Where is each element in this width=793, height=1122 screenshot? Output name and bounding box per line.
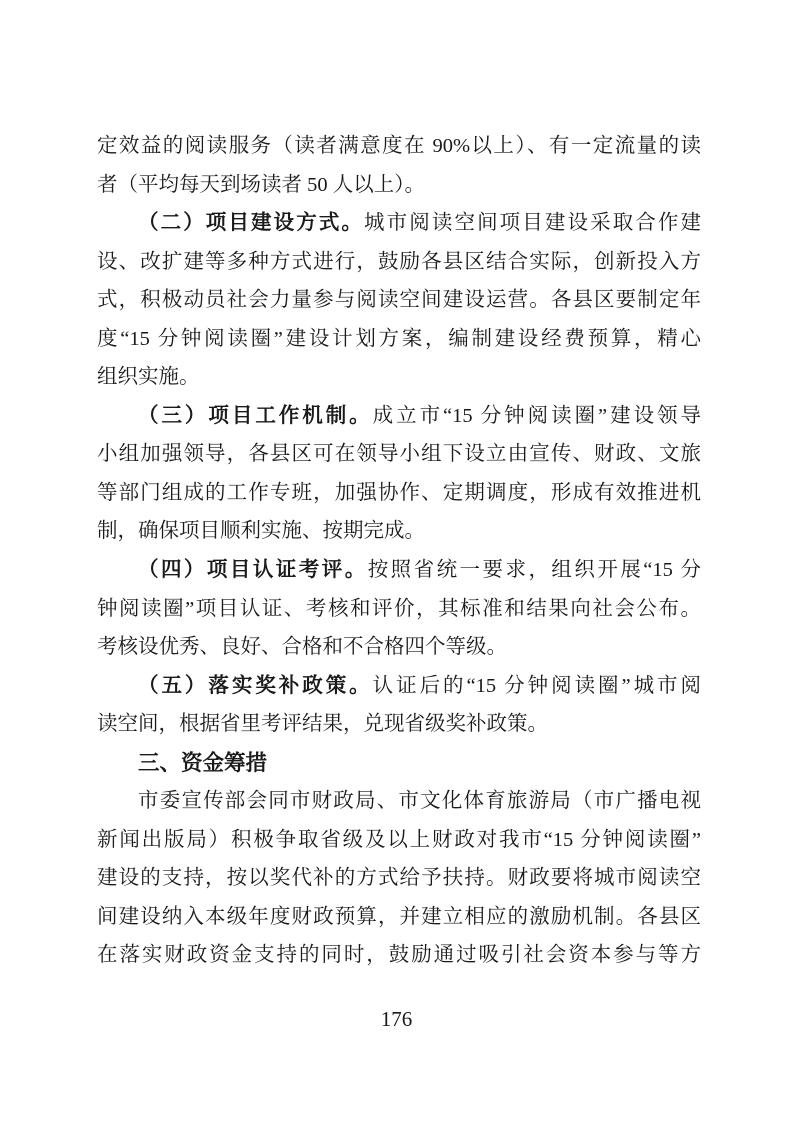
text-line	[97, 358, 701, 397]
text-line	[97, 166, 701, 205]
text-segment: 定效益的阅读服务（读者满意度在 90%以上）、有一定流量的读	[97, 135, 701, 157]
text-segment: 市委宣传部会同市财政局、市文化体育旅游局（市广播电视	[138, 790, 701, 813]
text-segment: （四）项目认证考评。	[138, 559, 368, 582]
text-line	[97, 782, 701, 821]
page-footer	[0, 1004, 793, 1034]
text-segment: 认证后的“15 分钟阅读圈”城市阅	[372, 674, 701, 697]
text-segment: 建设的支持，按以奖代补的方式给予扶持。财政要将城市阅读空	[97, 867, 701, 890]
text-segment: 等部门组成的工作专班，加强协作、定期调度，形成有效推进机	[97, 481, 701, 504]
text-segment: 考核设优秀、良好、合格和不合格四个等级。	[97, 636, 507, 659]
text-line	[97, 705, 701, 744]
text-segment: 设、改扩建等多种方式进行，鼓励各县区结合实际，创新投入方	[97, 250, 701, 273]
text-line	[97, 744, 701, 783]
text-segment: （五）落实奖补政策。	[138, 674, 373, 697]
text-segment: 在落实财政资金支持的同时，鼓励通过吸引社会资本参与等方	[97, 944, 701, 967]
text-line	[97, 590, 701, 629]
text-line	[97, 320, 701, 359]
text-segment: 组织实施。	[97, 366, 200, 389]
text-line	[97, 936, 701, 975]
text-segment: 小组加强领导，各县区可在领导小组下设立由宣传、财政、文旅	[97, 443, 701, 466]
text-line	[97, 127, 701, 166]
text-segment: 读空间，根据省里考评结果，兑现省级奖补政策。	[97, 713, 548, 736]
text-line	[97, 551, 701, 590]
text-segment: 间建设纳入本级年度财政预算，并建立相应的激励机制。各县区	[97, 905, 701, 928]
text-segment: （二）项目建设方式。	[138, 212, 365, 235]
text-line	[97, 474, 701, 513]
text-line	[97, 512, 701, 551]
text-segment: 按照省统一要求，组织开展“15 分	[367, 559, 701, 582]
text-line	[97, 204, 701, 243]
text-line	[97, 435, 701, 474]
text-segment: 城市阅读空间项目建设采取合作建	[364, 212, 702, 235]
text-block	[97, 127, 701, 975]
text-line	[97, 859, 701, 898]
text-segment: 三、资金筹措	[138, 750, 268, 775]
text-line	[97, 898, 701, 937]
text-segment: 成立市“15 分钟阅读圈”建设领导	[372, 404, 701, 427]
text-segment: 度“15 分钟阅读圈”建设计划方案，编制建设经费预算，精心	[97, 327, 701, 350]
text-segment: 者（平均每天到场读者 50 人以上）。	[97, 173, 425, 196]
text-segment: 制，确保项目顺利实施、按期完成。	[97, 520, 425, 543]
text-line	[97, 281, 701, 320]
text-line	[97, 243, 701, 282]
text-line	[97, 628, 701, 667]
text-line	[97, 821, 701, 860]
text-line	[97, 397, 701, 436]
text-segment: （三）项目工作机制。	[138, 404, 373, 427]
text-segment: 钟阅读圈”项目认证、考核和评价，其标准和结果向社会公布。	[97, 597, 701, 620]
page-number: 176	[380, 1007, 413, 1031]
text-segment: 新闻出版局）积极争取省级及以上财政对我市“15 分钟阅读圈”	[97, 828, 701, 851]
text-line	[97, 667, 701, 706]
text-segment: 式，积极动员社会力量参与阅读空间建设运营。各县区要制定年	[97, 289, 701, 312]
